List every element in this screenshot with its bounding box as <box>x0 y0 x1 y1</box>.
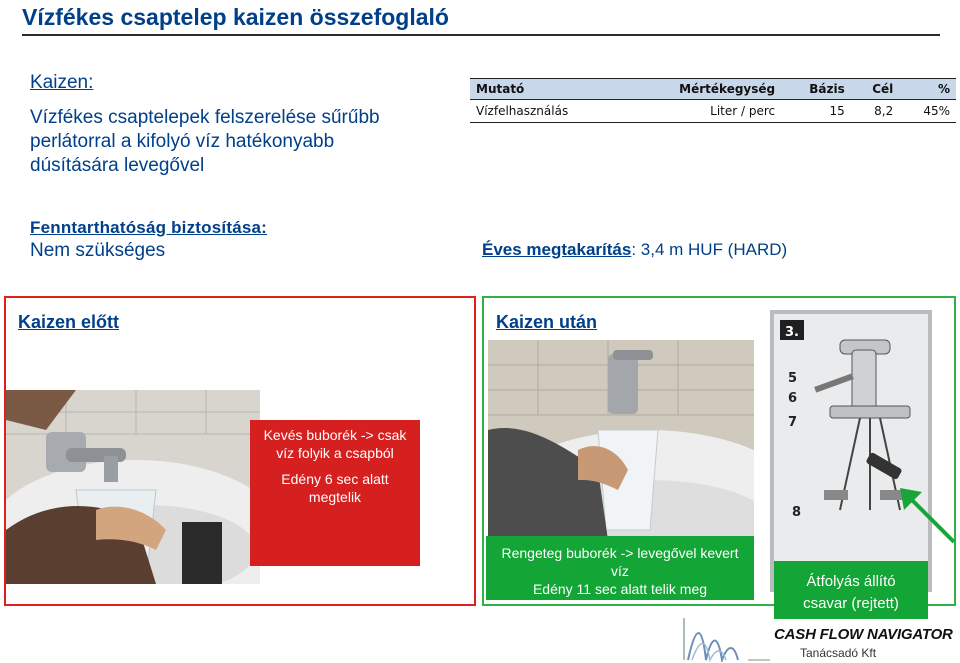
kpi-header-unit: Mértékegység <box>623 79 781 100</box>
green-arrow-icon <box>892 480 958 546</box>
before-callout <box>250 420 420 566</box>
annual-savings-label: Éves megtakarítás <box>482 240 632 259</box>
diagram-step-top: 3. <box>785 325 799 340</box>
part-callout: Átfolyás állító csavar (rejtett) <box>774 561 928 619</box>
after-callout <box>486 536 754 600</box>
installation-diagram <box>770 310 932 592</box>
kpi-table <box>470 78 956 123</box>
kpi-cell-unit: Liter / perc <box>623 100 781 123</box>
before-callout-line1: Kevés buborék -> csak víz folyik a csapból <box>263 427 407 461</box>
kpi-cell-target: 8,2 <box>851 100 899 123</box>
kpi-header-target: Cél <box>851 79 899 100</box>
kpi-header-metric: Mutató <box>470 79 623 100</box>
kpi-table-header-row <box>470 79 956 100</box>
kpi-cell-metric: Vízfelhasználás <box>470 100 623 123</box>
kpi-cell-base: 15 <box>781 100 851 123</box>
kaizen-description: Vízfékes csaptelepek felszerelése sűrűbb perlátorral a kifolyó víz hatékonyabb dúsítására levegővel <box>30 107 380 176</box>
diagram-step-5: 5 <box>788 371 798 386</box>
title-divider <box>22 34 940 36</box>
logo-name: CASH FLOW NAVIGATOR <box>774 626 953 643</box>
before-panel-label: Kaizen előtt <box>18 312 120 332</box>
kaizen-label: Kaizen: <box>30 72 94 93</box>
kpi-cell-percent: 45% <box>899 100 956 123</box>
before-callout-line2: Edény 6 sec alatt megtelik <box>281 471 389 505</box>
annual-savings-value: : 3,4 m HUF (HARD) <box>631 240 788 259</box>
kpi-header-base: Bázis <box>781 79 851 100</box>
after-callout-line2: Edény 11 sec alatt telik meg <box>532 581 708 597</box>
logo-subtitle: Tanácsadó Kft <box>800 646 877 660</box>
kpi-header-percent: % <box>899 79 956 100</box>
after-panel-label: Kaizen után <box>496 312 598 332</box>
diagram-step-7: 7 <box>788 415 798 430</box>
maintenance-label: Fenntarthatóság biztosítása: <box>30 218 268 237</box>
maintenance-value: Nem szükséges <box>30 240 166 261</box>
after-callout-line1: Rengeteg buborék -> levegővel kevert víz <box>501 545 739 579</box>
annual-savings <box>482 240 787 260</box>
diagram-step-8: 8 <box>792 505 802 520</box>
diagram-step-6: 6 <box>788 391 798 406</box>
page-title: Vízfékes csaptelep kaizen összefoglaló <box>22 4 449 30</box>
before-photo <box>6 390 260 584</box>
after-photo <box>488 340 754 540</box>
table-row <box>470 100 956 123</box>
